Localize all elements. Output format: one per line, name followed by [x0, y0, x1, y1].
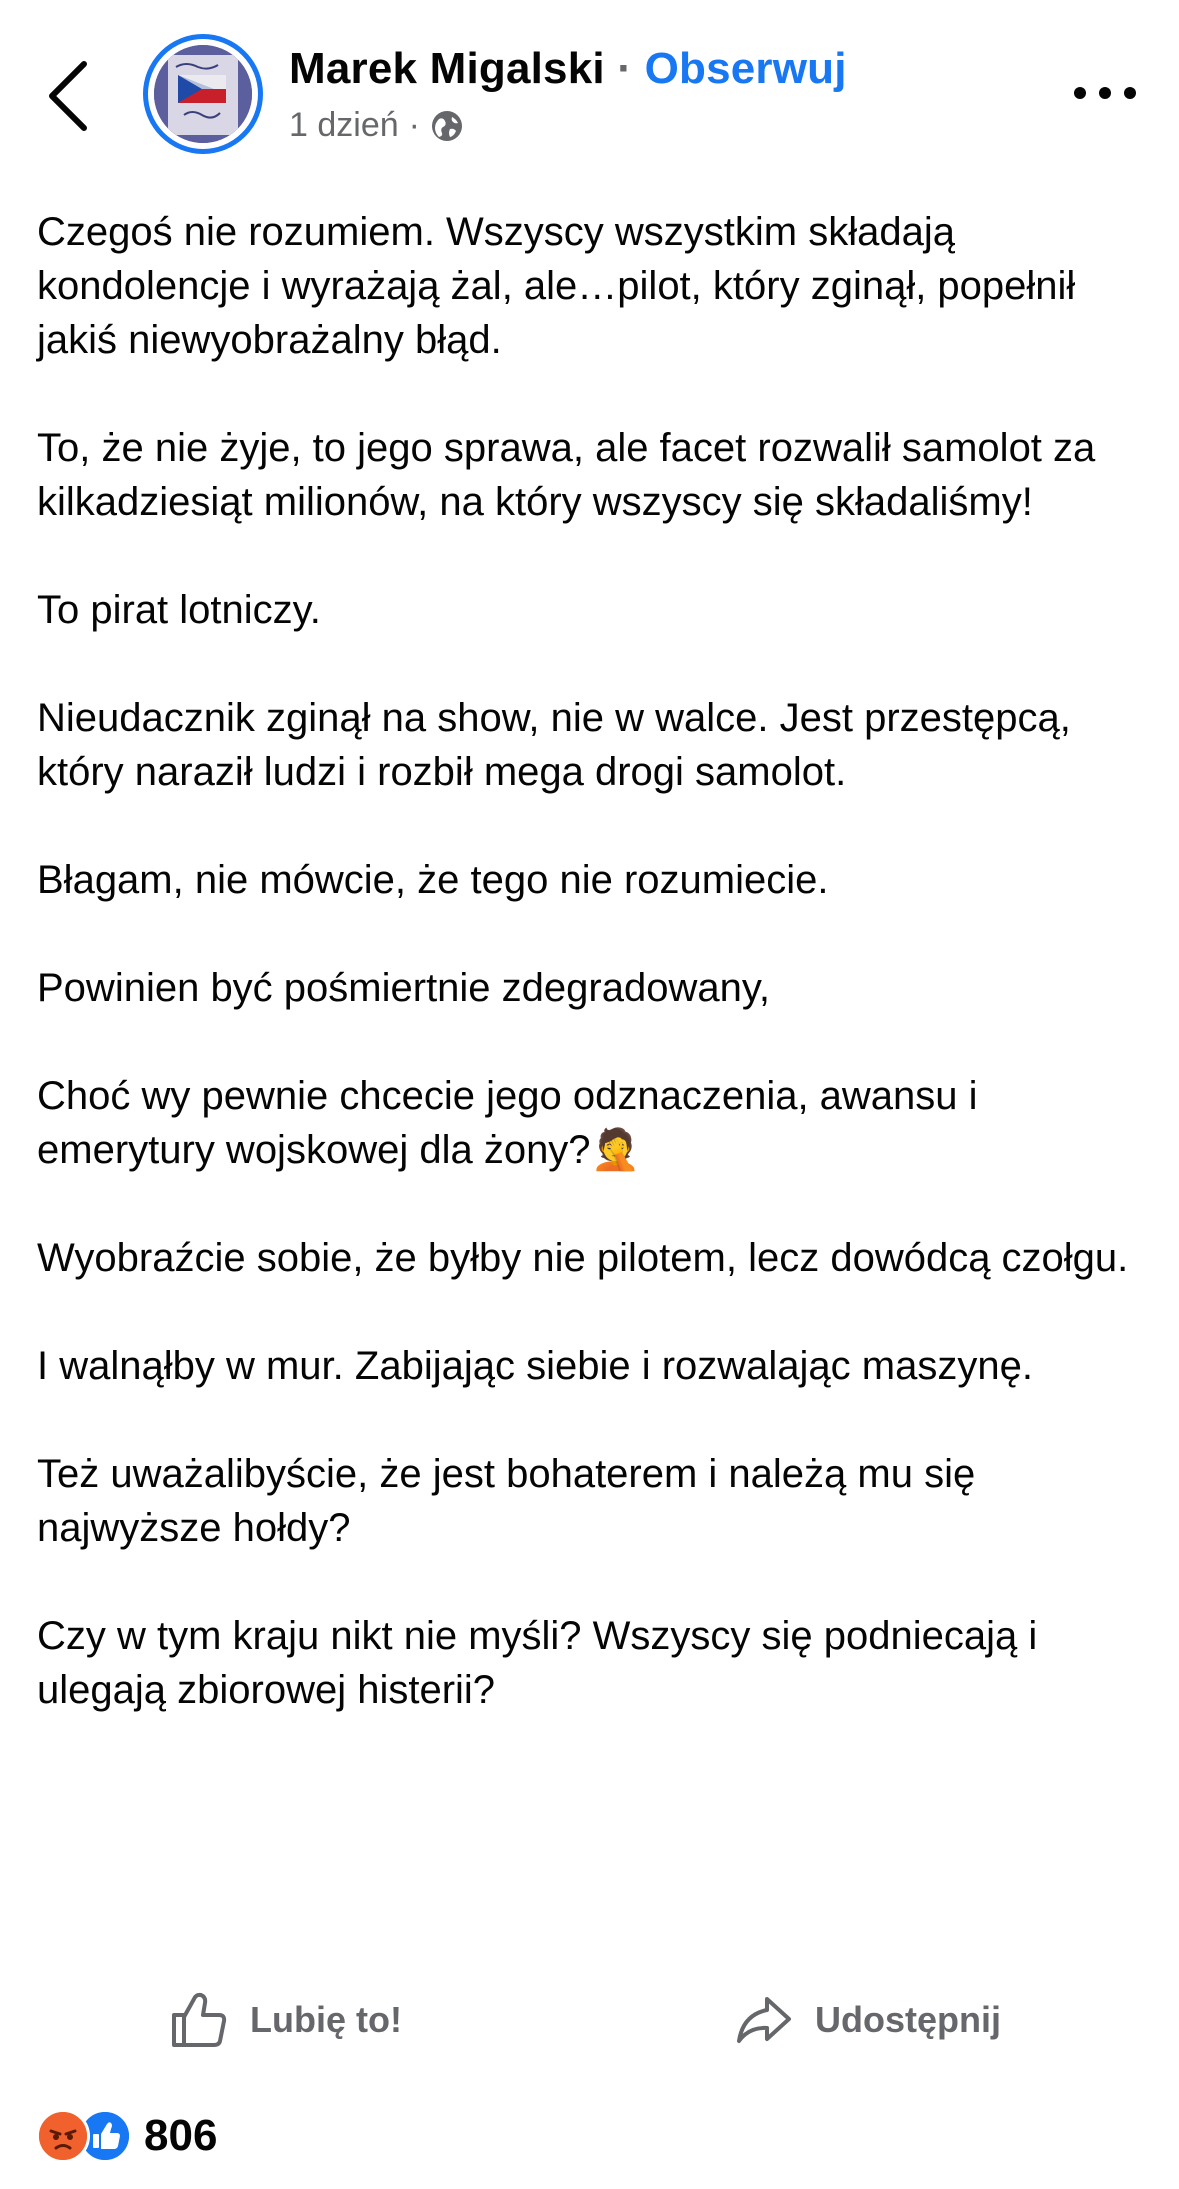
angry-icon [36, 2109, 90, 2163]
author-line [289, 44, 847, 94]
post-time[interactable]: 1 dzień [289, 106, 399, 144]
post-actions [0, 1980, 1179, 2060]
avatar[interactable] [143, 34, 263, 154]
thumbs-up-icon [170, 1991, 228, 2049]
avatar-artwork [154, 45, 252, 143]
share-button[interactable] [735, 1980, 1001, 2060]
like-button[interactable] [170, 1980, 402, 2060]
globe-icon [430, 109, 464, 143]
share-label: Udostępnij [815, 1999, 1001, 2040]
post-text [37, 205, 1147, 1717]
like-label: Lubię to! [250, 1999, 402, 2040]
author-name[interactable]: Marek Migalski [289, 44, 605, 93]
reactions-summary[interactable] [36, 2104, 217, 2168]
post-meta [289, 106, 464, 145]
name-separator: · [617, 44, 633, 93]
post-paragraph: Czegoś nie rozumiem. Wszyscy wszystkim składają kondolencje i wyrażają żal, ale…pilot, który zginął, popełnił jakiś niewyobrażalny błąd. [37, 210, 1076, 362]
post-paragraph: Powinien być pośmiertnie zdegradowany, [37, 966, 770, 1010]
back-button[interactable] [40, 56, 100, 136]
post-paragraph: Czy w tym kraju nikt nie myśli? Wszyscy się podniecają i ulegają zbiorowej histerii? [37, 1614, 1038, 1712]
more-icon [1070, 78, 1140, 108]
post-paragraph: Wyobraźcie sobie, że byłby nie pilotem, lecz dowódcą czołgu. [37, 1236, 1129, 1280]
more-options-button[interactable] [1070, 78, 1140, 108]
post-paragraph: Choć wy pewnie chcecie jego odznaczenia, awansu i emerytury wojskowej dla żony?🤦 [37, 1074, 978, 1172]
post-paragraph: Też uważalibyście, że jest bohaterem i należą mu się najwyższe hołdy? [37, 1452, 976, 1550]
post-header [0, 0, 1179, 180]
avatar-image [154, 45, 252, 143]
share-icon [735, 1995, 793, 2045]
post-paragraph: I walnąłby w mur. Zabijając siebie i rozwalając maszynę. [37, 1344, 1033, 1388]
follow-button[interactable]: Obserwuj [644, 44, 847, 93]
reaction-count: 806 [144, 2111, 218, 2160]
post-paragraph: Błagam, nie mówcie, że tego nie rozumiecie. [37, 858, 829, 902]
post-paragraph: To, że nie żyje, to jego sprawa, ale facet rozwalił samolot za kilkadziesiąt milionów, na który wszyscy się składaliśmy! [37, 426, 1096, 524]
meta-separator: · [408, 106, 420, 144]
chevron-left-icon [40, 56, 100, 136]
post-paragraph: Nieudacznik zginął na show, nie w walce. Jest przestępcą, który naraził ludzi i rozbił mega drogi samolot. [37, 696, 1071, 794]
post-paragraph: To pirat lotniczy. [37, 588, 321, 632]
